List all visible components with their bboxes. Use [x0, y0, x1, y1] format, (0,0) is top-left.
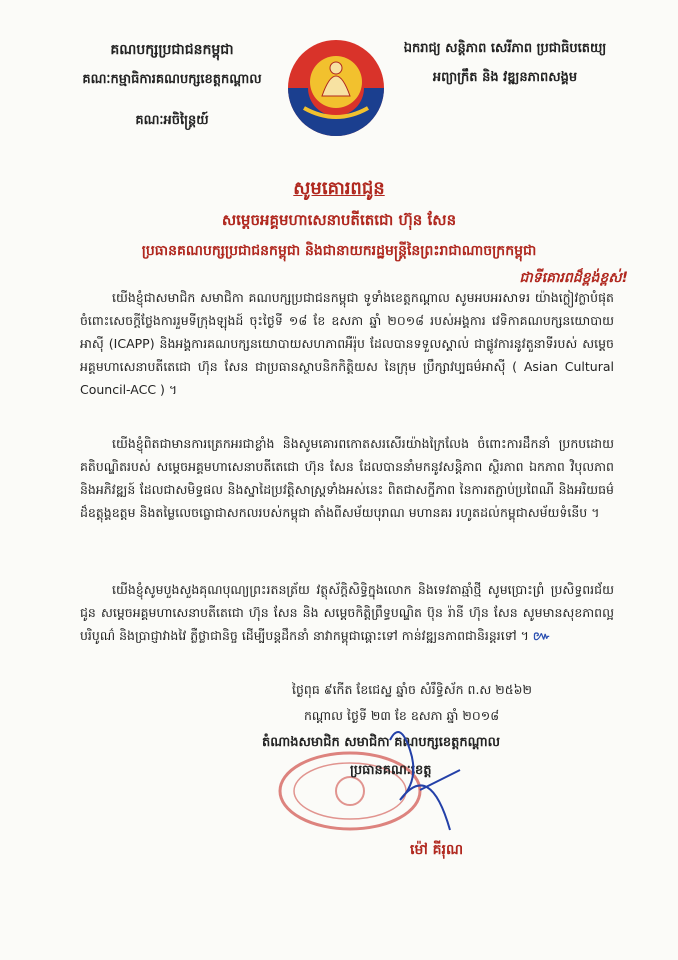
- committee-name: គណៈកម្មាធិការគណបក្សខេត្តកណ្ដាល: [82, 72, 262, 87]
- sub-committee: គណៈអចិន្ត្រៃយ៍: [135, 113, 209, 128]
- solar-date: កណ្ដាល ថ្ងៃទី ២៣ ខែ ឧសភា ឆ្នាំ ២០១៨: [304, 708, 500, 723]
- signatory-title: ប្រធានគណៈខេត្ត: [350, 763, 432, 778]
- end-mark: ៚: [532, 628, 551, 643]
- party-name: គណបក្សប្រជាជនកម្ពុជា: [110, 42, 234, 58]
- header-left: [52, 40, 292, 131]
- header-right: [370, 40, 640, 88]
- paragraph-2: យើងខ្ញុំពិតជាមានការត្រេកអរជាខ្លាំង និងសូមគោរពកោតសរសើរយ៉ាងក្រៃលែង ចំពោះការដឹកនាំ ប្រកបដោយគតិបណ្ឌិតរបស់ សម្ដេចអគ្គមហាសេនាបតីតេជោ ហ៊ុន សែន ដែលបាននាំមកនូវសន្តិភាព ស្ថិរភាព ឯកភាព វិបុលភាព និងអភិវឌ្ឍន៍ ដែលជាសមិទ្ធផល និងស្នាដៃប្រវត្តិសាស្ត្រទាំងអស់នេះ ពិតជាសក្ខីភាព នៃការតភ្ជាប់ប្រពៃណី និងអរិយធម៌ ដ៏ឧត្ដុង្គឧត្ដម និងតម្លៃលេចធ្លោជាសកលរបស់កម្ពុជា តាំងពីសម័យបុរាណ មហានគរ រហូតដល់កម្ពុជាសម័យទំនើប ។: [80, 436, 614, 520]
- title-line-2: សម្ដេចអគ្គមហាសេនាបតីតេជោ ហ៊ុន សែន: [221, 211, 457, 229]
- title-line-4: ជាទីគោរពដ៏ខ្ពង់ខ្ពស់!: [519, 270, 628, 286]
- title-line-3: ប្រធានគណបក្សប្រជាជនកម្ពុជា និងជានាយករដ្ឋមន្ត្រីនៃព្រះរាជាណាចក្រកម្ពុជា: [141, 243, 537, 259]
- address-title: [40, 176, 638, 289]
- signature-icon: [360, 700, 480, 840]
- secondary-motto: អព្យាក្រឹត និង វឌ្ឍនភាពសង្គម: [432, 70, 578, 85]
- paragraph-1: យើងខ្ញុំជាសមាជិក សមាជិកា គណបក្សប្រជាជនកម្ពុជា ទូទាំងខេត្តកណ្ដាល សូមអបអរសាទរ យ៉ាងក្លៀវក្លាបំផុត ចំពោះសេចក្ដីថ្លែងការរួមទីក្រុងឡុងដ៍ ចុះថ្ងៃទី ១៨ ខែ ឧសភា ឆ្នាំ ២០១៨ របស់អង្គការ វេទិកាគណបក្សនយោបាយអាស៊ី (ICAPP) និងអង្គការគណបក្សនយោបាយសហភាពអឺរ៉ុប ដែលបានទទួលស្គាល់ ជាផ្លូវការនូវតួនាទីរបស់ សម្ដេចអគ្គមហាសេនាបតីតេជោ ហ៊ុន សែន ជាប្រធានស្ថាបនិកកិត្តិយស នៃក្រុម ប្រឹក្សាវប្បធម៌អាស៊ី ( Asian Cultural Council-ACC ) ។: [80, 290, 614, 397]
- title-line-1: សូមគោរពជូន: [293, 178, 385, 199]
- paragraph-3: [80, 578, 614, 647]
- lunar-date: ថ្ងៃពុធ ៩កើត ខែជេស្ឋ ឆ្នាំច សំរឹទ្ធិស័ក ព.ស ២៥៦២: [292, 682, 532, 697]
- signatory-name: ម៉ៅ គីរុណ: [410, 842, 464, 858]
- kingdom-motto: ឯករាជ្យ សន្តិភាព សេរីភាព ប្រជាធិបតេយ្យ: [403, 41, 607, 56]
- paragraph-3-text: យើងខ្ញុំសូមបួងសួងគុណបុណ្យព្រះរតនត្រ័យ វត្ថុស័ក្តិសិទ្ធិក្នុងលោក និងទេវតាឆ្មាំថ្មី សូមប្រោះព្រំ ប្រសិទ្ធពរជ័យ ជូន សម្ដេចអគ្គមហាសេនាបតីតេជោ ហ៊ុន សែន និង សម្ដេចកិត្តិព្រឹទ្ធបណ្ឌិត ប៊ុន រ៉ានី ហ៊ុន សែន សូមមានសុខភាពល្អបរិបូណ៌ និងប្រាជ្ញាវាងវៃ ភ្លឺថ្លាជានិច្ច ដើម្បីបន្តដឹកនាំ នាវាកម្ពុជាឆ្ពោះទៅ កាន់វឌ្ឍនភាពជានិរន្តរទៅ ។: [80, 582, 614, 643]
- signatory-org: តំណាងសមាជិក សមាជិកា គណបក្សខេត្តកណ្ដាល: [262, 735, 500, 750]
